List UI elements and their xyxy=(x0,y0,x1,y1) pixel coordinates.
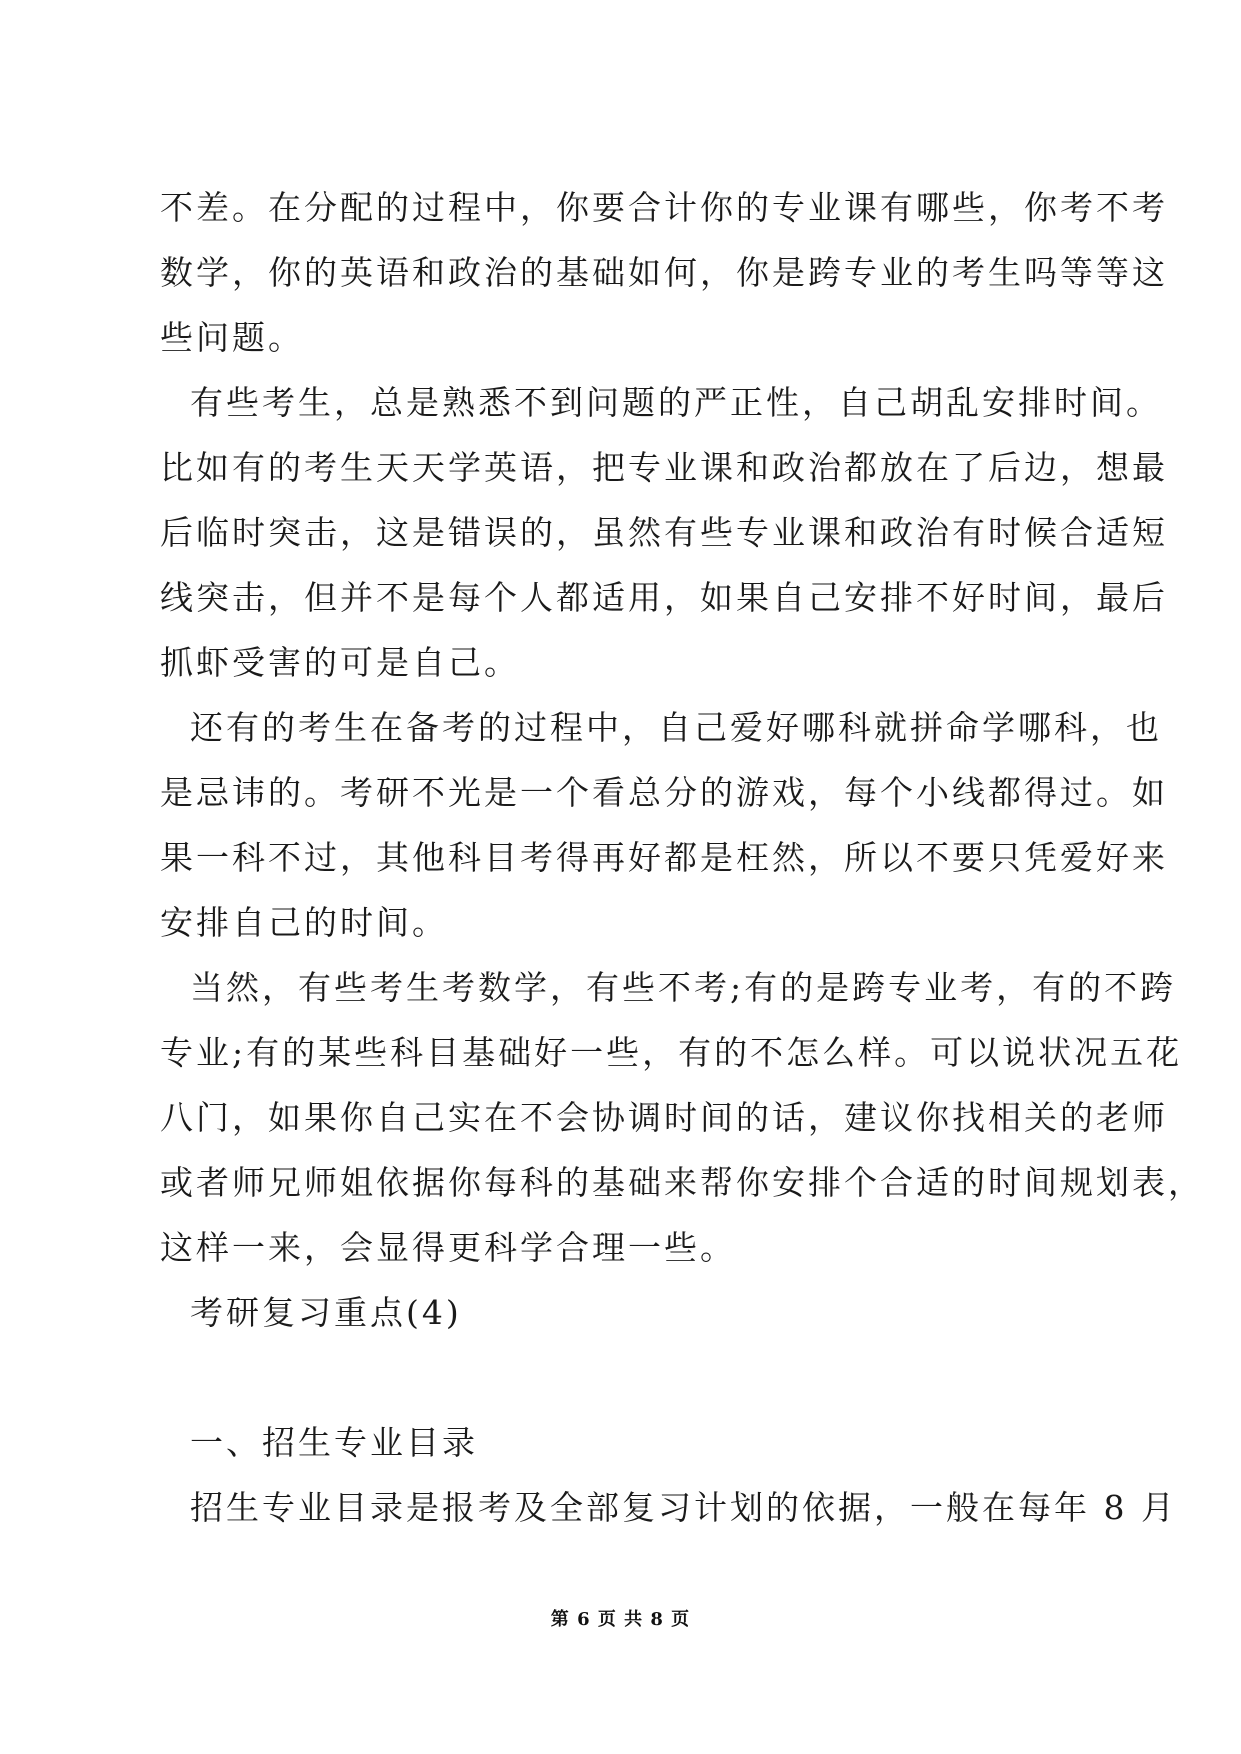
text-line: 招生专业目录是报考及全部复习计划的依据，一般在每年 8 月 xyxy=(190,1488,1177,1527)
section-heading: 一、招生专业目录 xyxy=(190,1423,478,1462)
text-line: 数学，你的英语和政治的基础如何，你是跨专业的考生吗等等这 xyxy=(160,253,1168,292)
text-line: 是忌讳的。考研不光是一个看总分的游戏，每个小线都得过。如 xyxy=(160,773,1168,812)
text-line: 八门，如果你自己实在不会协调时间的话，建议你找相关的老师 xyxy=(160,1098,1168,1137)
blank-line xyxy=(160,1345,1090,1410)
text-line: 当然，有些考生考数学，有些不考;有的是跨专业考，有的不跨 xyxy=(190,968,1177,1007)
text-line: 这样一来，会显得更科学合理一些。 xyxy=(160,1228,736,1267)
text-line: 有些考生，总是熟悉不到问题的严正性，自己胡乱安排时间。 xyxy=(190,383,1162,422)
text-line: 抓虾受害的可是自己。 xyxy=(160,643,520,682)
text-line: 比如有的考生天天学英语，把专业课和政治都放在了后边，想最 xyxy=(160,448,1168,487)
document-body xyxy=(160,175,1204,1540)
text-line: 安排自己的时间。 xyxy=(160,903,448,942)
page-number-footer: 第 6 页 共 8 页 xyxy=(550,1609,691,1630)
text-line: 或者师兄师姐依据你每科的基础来帮你安排个合适的时间规划表， xyxy=(160,1163,1204,1202)
text-line: 线突击，但并不是每个人都适用，如果自己安排不好时间，最后 xyxy=(160,578,1168,617)
text-line: 不差。在分配的过程中，你要合计你的专业课有哪些，你考不考 xyxy=(160,188,1168,227)
text-line: 后临时突击，这是错误的，虽然有些专业课和政治有时候合适短 xyxy=(160,513,1168,552)
text-line: 些问题。 xyxy=(160,318,304,357)
text-line: 专业;有的某些科目基础好一些，有的不怎么样。可以说状况五花 xyxy=(160,1033,1183,1072)
section-title: 考研复习重点(4) xyxy=(190,1293,462,1332)
text-line: 还有的考生在备考的过程中，自己爱好哪科就拼命学哪科，也 xyxy=(190,708,1162,747)
text-line: 果一科不过，其他科目考得再好都是枉然，所以不要只凭爱好来 xyxy=(160,838,1168,877)
